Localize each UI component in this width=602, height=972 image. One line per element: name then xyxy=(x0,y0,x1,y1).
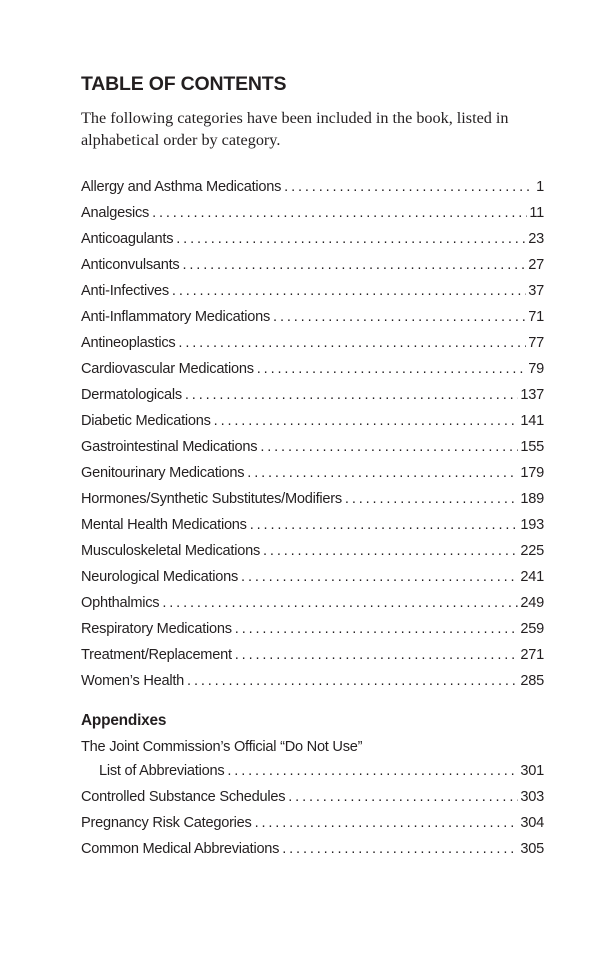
dot-leader xyxy=(273,304,526,330)
dot-leader xyxy=(247,460,518,486)
toc-entry[interactable] xyxy=(81,564,544,590)
entry-label: Women’s Health xyxy=(81,673,185,689)
entry-page-number: 259 xyxy=(520,621,544,637)
category-list xyxy=(81,174,544,694)
entry-label: Cardiovascular Medications xyxy=(81,361,254,377)
entry-label: Genitourinary Medications xyxy=(81,465,245,481)
entry-page-number: 27 xyxy=(528,257,544,273)
toc-entry[interactable] xyxy=(81,784,544,810)
entry-page-number: 1 xyxy=(536,179,544,195)
entry-page-number: 241 xyxy=(520,569,544,585)
dot-leader xyxy=(255,810,519,836)
entry-page-number: 249 xyxy=(520,595,544,611)
toc-entry[interactable] xyxy=(81,356,544,382)
dot-leader xyxy=(250,512,519,538)
entry-label: Mental Health Medications xyxy=(81,517,247,533)
toc-entry[interactable] xyxy=(81,278,544,304)
entry-label: Treatment/Replacement xyxy=(81,647,232,663)
dot-leader xyxy=(282,836,518,862)
dot-leader xyxy=(178,330,526,356)
entry-page-number: 179 xyxy=(520,465,544,481)
dot-leader xyxy=(260,434,518,460)
entry-page-number: 137 xyxy=(520,387,544,403)
intro-text: The following categories have been included in the book, listed in alphabetical order by category. xyxy=(81,109,509,149)
entry-label: Hormones/Synthetic Substitutes/Modifiers xyxy=(81,491,342,507)
entry-label: Analgesics xyxy=(81,205,150,221)
dot-leader xyxy=(241,564,518,590)
toc-entry[interactable] xyxy=(81,486,544,512)
appendixes-heading: Appendixes xyxy=(81,712,167,729)
dot-leader xyxy=(185,382,519,408)
dot-leader xyxy=(227,758,518,784)
entry-label: Antineoplastics xyxy=(81,335,176,351)
dot-leader xyxy=(235,616,519,642)
entry-page-number: 301 xyxy=(520,763,544,779)
entry-label: Musculoskeletal Medications xyxy=(81,543,260,559)
appendix-list xyxy=(81,736,544,862)
dot-leader xyxy=(162,590,518,616)
toc-entry[interactable] xyxy=(81,382,544,408)
entry-page-number: 193 xyxy=(520,517,544,533)
toc-entry[interactable] xyxy=(81,758,544,784)
toc-entry[interactable] xyxy=(81,460,544,486)
toc-entry[interactable] xyxy=(81,642,544,668)
entry-page-number: 79 xyxy=(528,361,544,377)
entry-label: Anti-Inflammatory Medications xyxy=(81,309,271,325)
dot-leader xyxy=(182,252,526,278)
entry-page-number: 23 xyxy=(528,231,544,247)
entry-page-number: 285 xyxy=(520,673,544,689)
entry-page-number: 11 xyxy=(529,205,544,221)
toc-entry[interactable] xyxy=(81,434,544,460)
entry-label: Dermatologicals xyxy=(81,387,182,403)
entry-page-number: 155 xyxy=(520,439,544,455)
dot-leader xyxy=(345,486,518,512)
page-title: TABLE OF CONTENTS xyxy=(81,73,287,95)
entry-page-number: 304 xyxy=(520,815,544,831)
entry-label-line1[interactable]: The Joint Commission’s Official “Do Not Use” xyxy=(81,739,363,755)
entry-page-number: 189 xyxy=(520,491,544,507)
toc-entry[interactable] xyxy=(81,226,544,252)
entry-page-number: 225 xyxy=(520,543,544,559)
toc-entry[interactable] xyxy=(81,408,544,434)
dot-leader xyxy=(284,174,534,200)
dot-leader xyxy=(172,278,526,304)
dot-leader xyxy=(263,538,518,564)
toc-page xyxy=(81,70,544,862)
toc-entry[interactable] xyxy=(81,616,544,642)
entry-label: Common Medical Abbreviations xyxy=(81,841,280,857)
toc-entry[interactable] xyxy=(81,252,544,278)
entry-label: Anti-Infectives xyxy=(81,283,169,299)
toc-entry[interactable] xyxy=(81,200,544,226)
entry-label: Ophthalmics xyxy=(81,595,160,611)
toc-entry[interactable] xyxy=(81,538,544,564)
dot-leader xyxy=(152,200,527,226)
entry-page-number: 71 xyxy=(528,309,544,325)
dot-leader xyxy=(187,668,518,694)
entry-label: Controlled Substance Schedules xyxy=(81,789,286,805)
toc-entry[interactable] xyxy=(81,174,544,200)
entry-label: Respiratory Medications xyxy=(81,621,232,637)
entry-label: Diabetic Medications xyxy=(81,413,211,429)
entry-page-number: 305 xyxy=(520,841,544,857)
entry-page-number: 141 xyxy=(520,413,544,429)
entry-page-number: 77 xyxy=(528,335,544,351)
entry-label: Allergy and Asthma Medications xyxy=(81,179,282,195)
toc-entry[interactable] xyxy=(81,590,544,616)
entry-page-number: 271 xyxy=(520,647,544,663)
toc-entry[interactable] xyxy=(81,512,544,538)
toc-entry[interactable] xyxy=(81,668,544,694)
entry-label: List of Abbreviations xyxy=(99,763,225,779)
toc-entry[interactable] xyxy=(81,836,544,862)
entry-page-number: 37 xyxy=(528,283,544,299)
entry-page-number: 303 xyxy=(520,789,544,805)
entry-label: Anticonvulsants xyxy=(81,257,180,273)
toc-entry[interactable] xyxy=(81,810,544,836)
toc-entry[interactable] xyxy=(81,304,544,330)
dot-leader xyxy=(235,642,519,668)
dot-leader xyxy=(257,356,527,382)
toc-entry[interactable] xyxy=(81,330,544,356)
entry-label: Gastrointestinal Medications xyxy=(81,439,258,455)
entry-label: Neurological Medications xyxy=(81,569,239,585)
dot-leader xyxy=(214,408,519,434)
entry-label: Pregnancy Risk Categories xyxy=(81,815,252,831)
dot-leader xyxy=(288,784,518,810)
dot-leader xyxy=(176,226,526,252)
entry-label: Anticoagulants xyxy=(81,231,174,247)
